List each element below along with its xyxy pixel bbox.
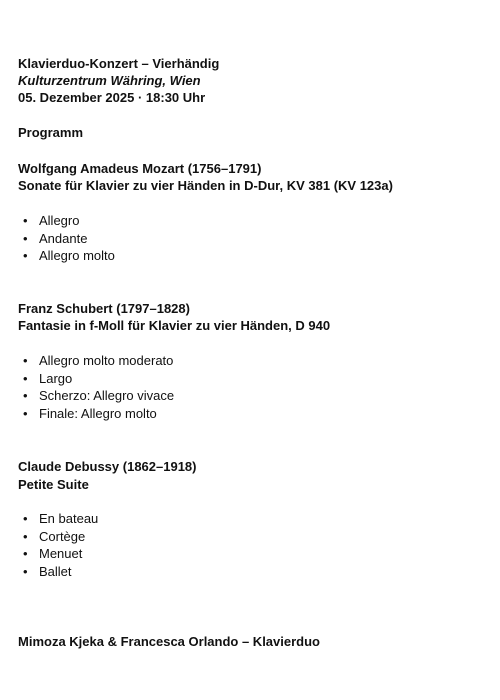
list-item: • Allegro bbox=[23, 213, 80, 228]
bullet-icon: • bbox=[23, 353, 28, 368]
work-composer: Franz Schubert (1797–1828) bbox=[18, 301, 190, 316]
date-time: 05. Dezember 2025 · 18:30 Uhr bbox=[18, 90, 206, 105]
concert-title: Klavierduo-Konzert – Vierhändig bbox=[18, 56, 220, 71]
bullet-icon: • bbox=[23, 388, 28, 403]
list-item: • Largo bbox=[23, 370, 73, 386]
bullet-icon: • bbox=[23, 546, 28, 561]
bullet-icon: • bbox=[23, 563, 28, 579]
list-item: • Finale: Allegro molto bbox=[23, 405, 157, 421]
movement-list bbox=[18, 352, 174, 422]
work-composer: Wolfgang Amadeus Mozart (1756–1791) bbox=[18, 161, 262, 176]
list-item: • Cortège bbox=[23, 528, 86, 544]
list-item: • Allegro molto bbox=[23, 248, 115, 263]
work-composer: Claude Debussy (1862–1918) bbox=[18, 459, 197, 474]
movement-list bbox=[18, 212, 115, 265]
list-item: • Scherzo: Allegro vivace bbox=[23, 388, 175, 403]
bullet-icon: • bbox=[23, 213, 28, 228]
venue: Kulturzentrum Währing, Wien bbox=[18, 73, 201, 88]
performers: Mimoza Kjeka & Francesca Orlando – Klavierduo bbox=[18, 634, 320, 649]
work-title: Petite Suite bbox=[18, 477, 89, 492]
list-item: • Menuet bbox=[23, 546, 83, 561]
movement-list bbox=[18, 510, 98, 580]
list-item: • Ballet bbox=[23, 563, 72, 579]
work-title: Fantasie in f-Moll für Klavier zu vier Händen, D 940 bbox=[18, 318, 331, 333]
bullet-icon: • bbox=[23, 511, 28, 526]
list-item: • Allegro molto moderato bbox=[23, 353, 174, 368]
bullet-icon: • bbox=[23, 248, 28, 263]
bullet-icon: • bbox=[23, 405, 28, 421]
work-title: Sonate für Klavier zu vier Händen in D-Dur, KV 381 (KV 123a) bbox=[18, 178, 393, 193]
bullet-icon: • bbox=[23, 370, 28, 386]
bullet-icon: • bbox=[23, 528, 28, 544]
list-item: • En bateau bbox=[23, 511, 99, 526]
bullet-icon: • bbox=[23, 230, 28, 246]
program-heading: Programm bbox=[18, 125, 84, 140]
list-item: • Andante bbox=[23, 230, 88, 246]
